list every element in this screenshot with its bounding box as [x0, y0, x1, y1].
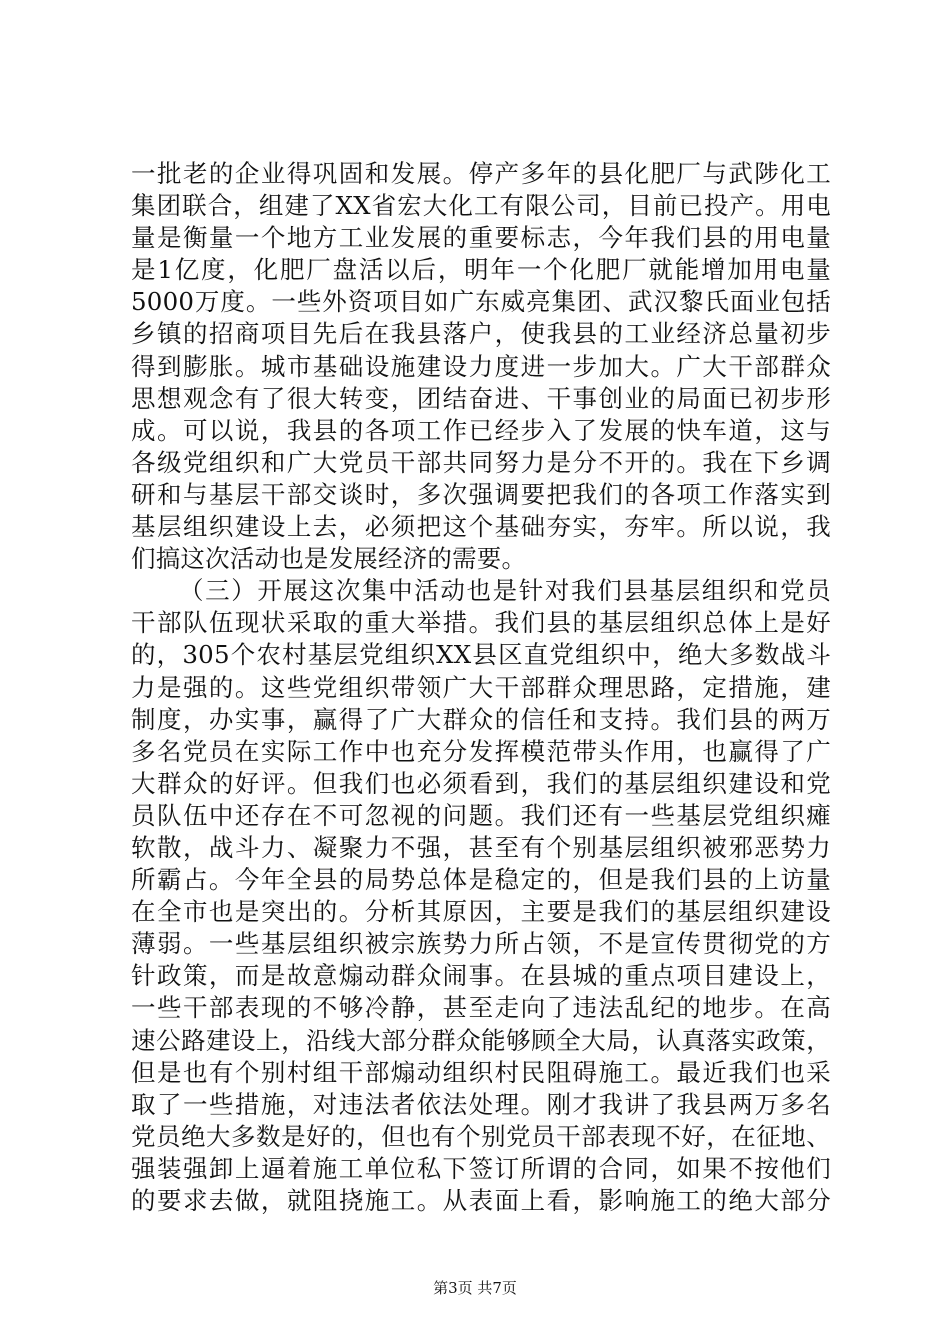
paragraph-3 — [131, 575, 831, 1217]
text-line: 但是也有个别村组干部煽动组织村民阻碍施工。最近我们也采 — [131, 1057, 831, 1087]
text-line: 5000万度。一些外资项目如广东威亮集团、武汉黎氏面业包括 — [131, 287, 831, 317]
text-line: 一些干部表现的不够冷静，甚至走向了违法乱纪的地步。在高 — [131, 993, 831, 1023]
text-line: 们搞这次活动也是发展经济的需要。 — [131, 544, 527, 574]
text-line: 速公路建设上，沿线大部分群众能够顾全大局，认真落实政策， — [131, 1025, 831, 1055]
text-line: 成。可以说，我县的各项工作已经步入了发展的快车道，这与 — [131, 415, 831, 445]
text-line: 员队伍中还存在不可忽视的问题。我们还有一些基层党组织瘫 — [131, 800, 831, 830]
text-line: 取了一些措施，对违法者依法处理。刚才我讲了我县两万多名 — [131, 1089, 831, 1119]
text-line: 在全市也是突出的。分析其原因，主要是我们的基层组织建设 — [131, 897, 831, 927]
text-line: 力是强的。这些党组织带领广大干部群众理思路，定措施，建 — [131, 672, 831, 702]
text-line: 强装强卸上逼着施工单位私下签订所谓的合同，如果不按他们 — [131, 1153, 831, 1183]
paragraph-2-continued — [131, 158, 831, 575]
text-line: 一批老的企业得巩固和发展。停产多年的县化肥厂与武陟化工 — [131, 159, 831, 188]
text-line: 得到膨胀。城市基础设施建设力度进一步加大。广大干部群众 — [131, 351, 831, 381]
text-line: 大群众的好评。但我们也必须看到，我们的基层组织建设和党 — [131, 768, 831, 798]
text-line: 的，305个农村基层党组织XX县区直党组织中，绝大多数战斗 — [131, 640, 831, 670]
text-line: 各级党组织和广大党员干部共同努力是分不开的。我在下乡调 — [131, 447, 831, 477]
text-line: 软散，战斗力、凝聚力不强，甚至有个别基层组织被邪恶势力 — [131, 832, 831, 862]
text-line: 干部队伍现状采取的重大举措。我们县的基层组织总体上是好 — [131, 608, 831, 638]
text-line: 党员绝大多数是好的，但也有个别党员干部表现不好，在征地、 — [131, 1121, 831, 1151]
text-line: 集团联合，组建了XX省宏大化工有限公司，目前已投产。用电 — [131, 191, 831, 221]
text-line: 多名党员在实际工作中也充分发挥模范带头作用，也赢得了广 — [131, 736, 831, 766]
text-line: 的要求去做，就阻挠施工。从表面上看，影响施工的绝大部分 — [131, 1186, 831, 1215]
text-line: 针政策，而是故意煽动群众闹事。在县城的重点项目建设上， — [131, 961, 831, 991]
text-line: 研和与基层干部交谈时，多次强调要把我们的各项工作落实到 — [131, 479, 831, 509]
document-body — [131, 158, 831, 1217]
text-line: （三）开展这次集中活动也是针对我们县基层组织和党员 — [179, 576, 831, 606]
text-line: 量是衡量一个地方工业发展的重要标志，今年我们县的用电量 — [131, 223, 831, 253]
text-line: 是1亿度，化肥厂盘活以后，明年一个化肥厂就能增加用电量 — [131, 255, 831, 285]
text-line: 思想观念有了很大转变，团结奋进、干事创业的局面已初步形 — [131, 383, 831, 413]
text-line: 所霸占。今年全县的局势总体是稳定的，但是我们县的上访量 — [131, 865, 831, 895]
text-line: 薄弱。一些基层组织被宗族势力所占领，不是宣传贯彻党的方 — [131, 929, 831, 959]
text-line: 乡镇的招商项目先后在我县落户，使我县的工业经济总量初步 — [131, 319, 831, 349]
page-number-footer: 第3页 共7页 — [433, 1279, 517, 1297]
text-line: 基层组织建设上去，必须把这个基础夯实，夯牢。所以说，我 — [131, 512, 831, 542]
text-line: 制度，办实事，赢得了广大群众的信任和支持。我们县的两万 — [131, 704, 831, 734]
